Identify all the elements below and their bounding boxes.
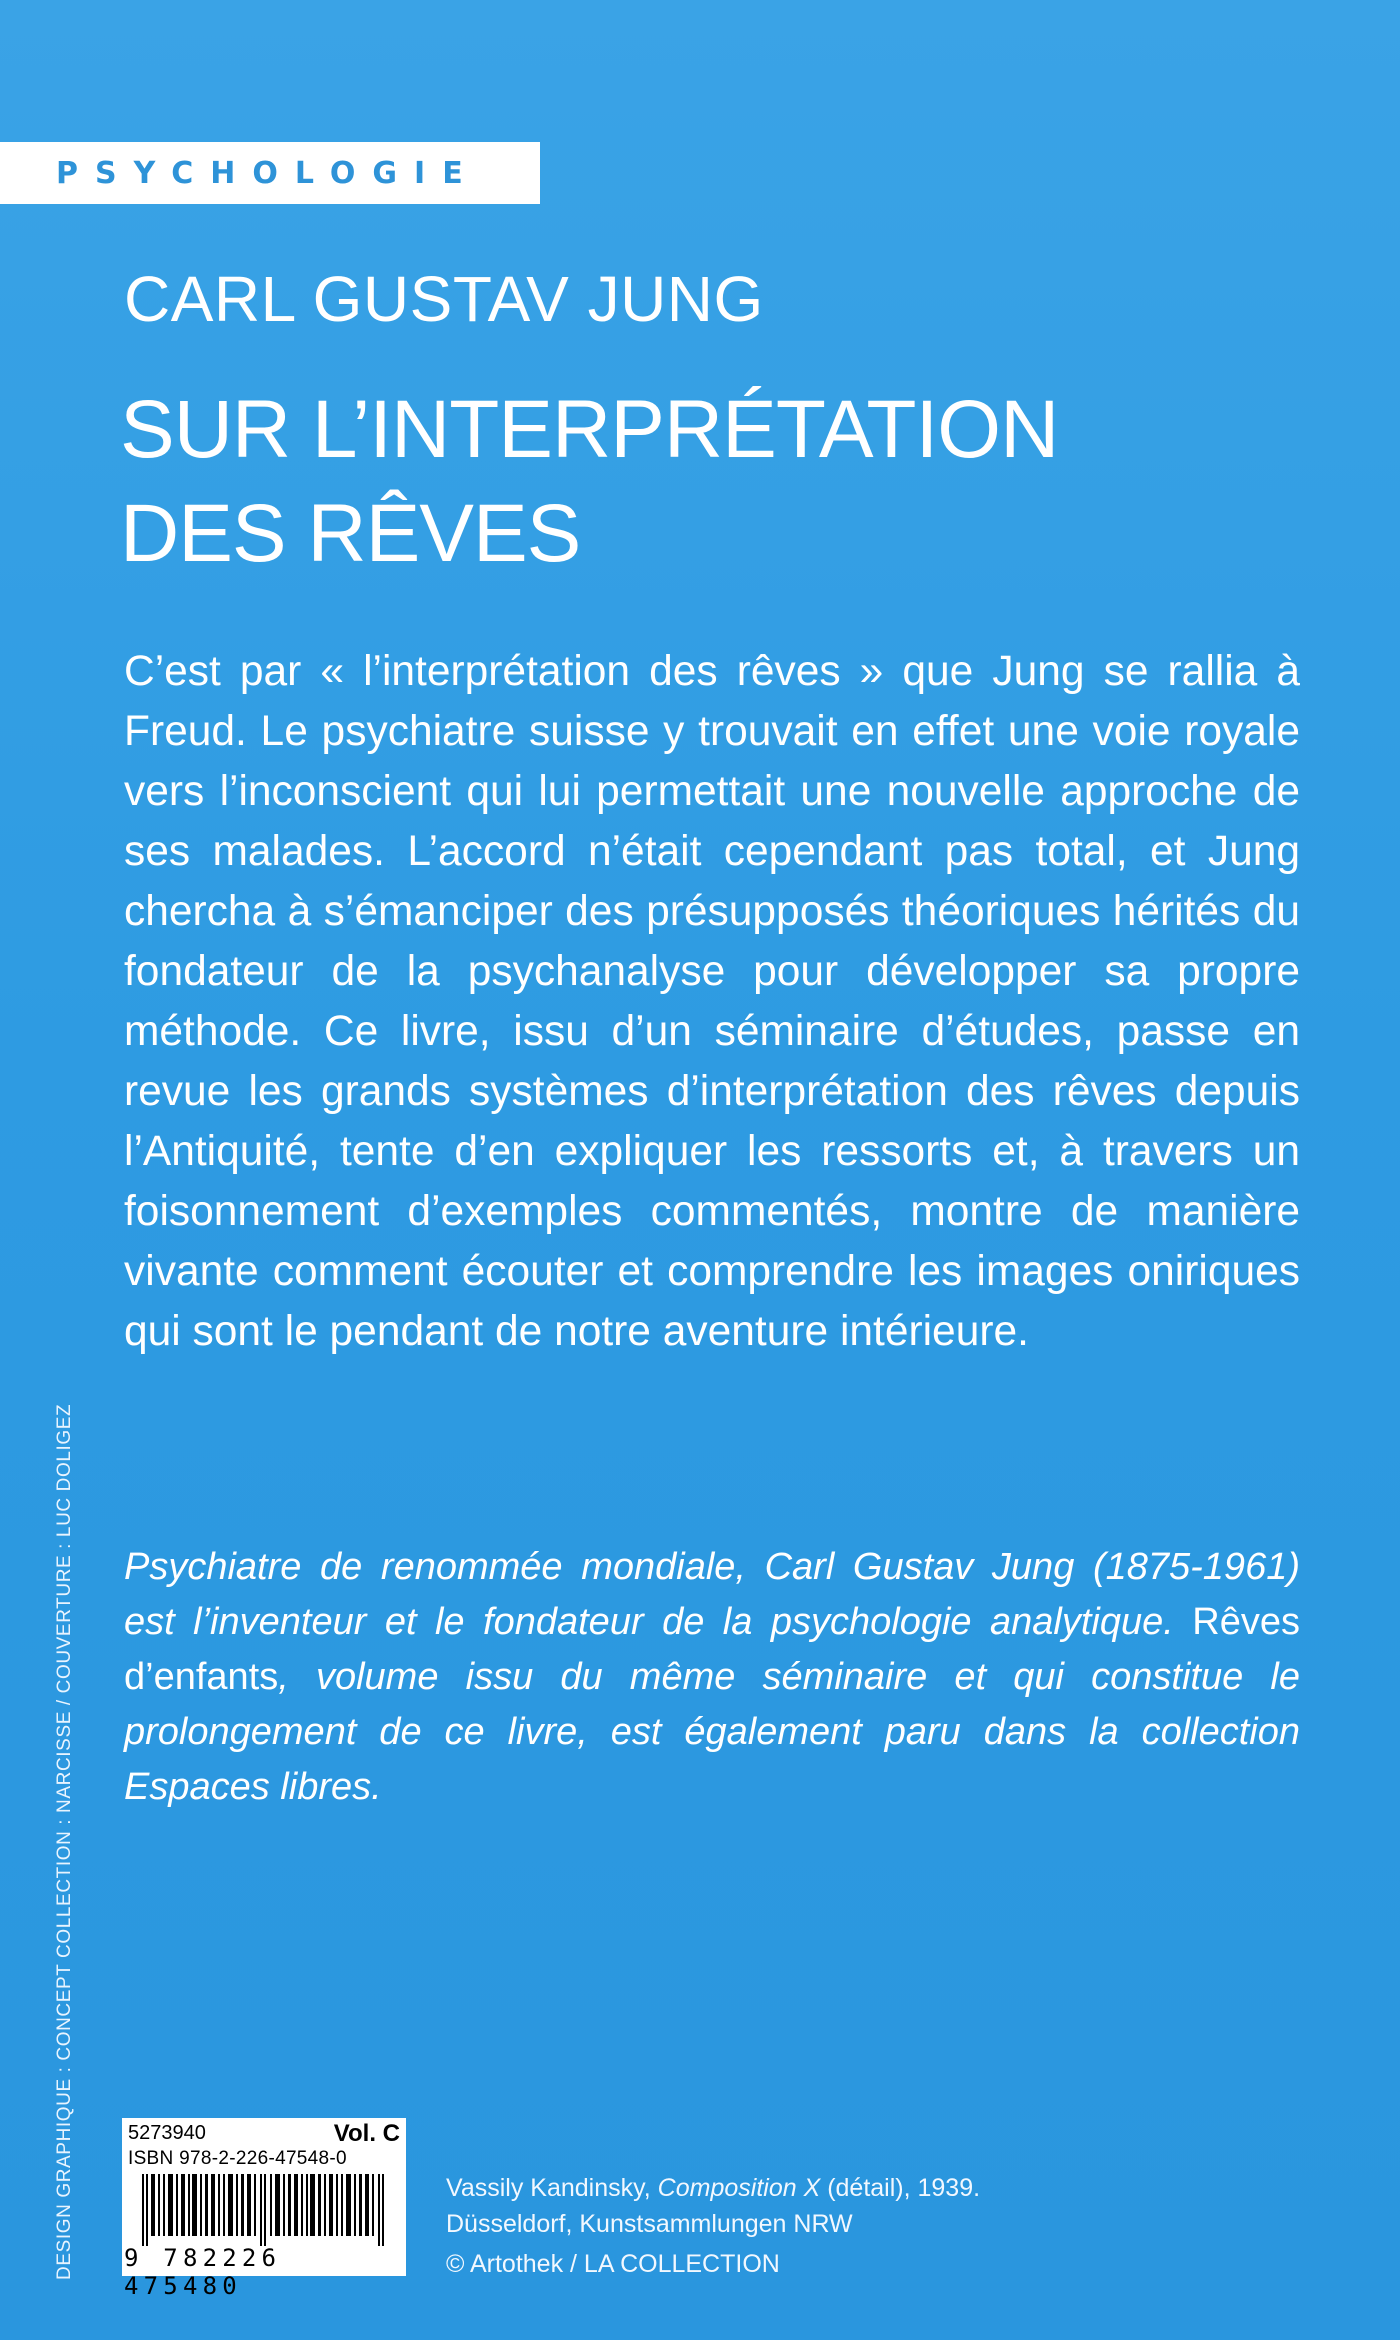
author-bio	[124, 1540, 1300, 1815]
bio-book-title: Rêves d’enfants	[124, 1601, 1300, 1698]
design-credit: DESIGN GRAPHIQUE : CONCEPT COLLECTION : NARCISSE / COUVERTURE : LUC DOLIGEZ	[54, 1403, 75, 2280]
title-line-1: SUR L’INTERPRÉTATION	[120, 384, 1059, 475]
bio-text-2: , volume issu du même séminaire et qui constitue le prolongement de ce livre, est également paru dans la collection Espaces libres.	[124, 1656, 1300, 1808]
artwork-detail: (détail), 1939.	[820, 2174, 981, 2202]
image-credit-line-1	[446, 2170, 980, 2206]
barcode-bars	[128, 2174, 400, 2246]
book-title	[120, 378, 1280, 586]
isbn-number: ISBN 978-2-226-47548-0	[128, 2148, 347, 2169]
bio-text-1: Psychiatre de renommée mondiale, Carl Gustav Jung (1875-1961) est l’inventeur et le fondateur de la psychologie analytique.	[124, 1546, 1300, 1643]
volume-label: Vol. C	[333, 2120, 400, 2147]
category-badge	[0, 142, 540, 204]
product-code: 5273940	[128, 2122, 206, 2144]
image-credit	[446, 2170, 980, 2242]
blurb-paragraph: C’est par « l’interprétation des rêves » que Jung se rallia à Freud. Le psychiatre suisse y trouvait en effet une voie royale vers l’inconscient qui lui permettait une nouvelle approche de ses malades. L’accord n’était cependant pas total, et Jung chercha à s’émanciper des présupposés théoriques hérités du fondateur de la psychanalyse pour développer sa propre méthode. Ce livre, issu d’un séminaire d’études, passe en revue les grands systèmes d’interprétation des rêves depuis l’Antiquité, tente d’en expliquer les ressorts et, à travers un foisonnement d’exemples commentés, montre de manière vivante comment écouter et comprendre les images oniriques qui sont le pendant de notre aventure intérieure.	[124, 648, 1300, 1355]
barcode-label	[122, 2118, 406, 2300]
copyright-notice: © Artothek / LA COLLECTION	[446, 2250, 780, 2278]
image-credit-location: Düsseldorf, Kunstsammlungen NRW	[446, 2210, 853, 2238]
category-label: PSYCHOLOGIE	[56, 155, 480, 191]
title-line-2: DES RÊVES	[120, 488, 581, 579]
barcode-header	[128, 2122, 400, 2148]
barcode-digits: 9 782226 475480	[124, 2244, 282, 2300]
artwork-title: Composition X	[657, 2174, 821, 2202]
author-name: CARL GUSTAV JUNG	[124, 263, 764, 335]
artist-name: Vassily Kandinsky,	[446, 2174, 658, 2202]
